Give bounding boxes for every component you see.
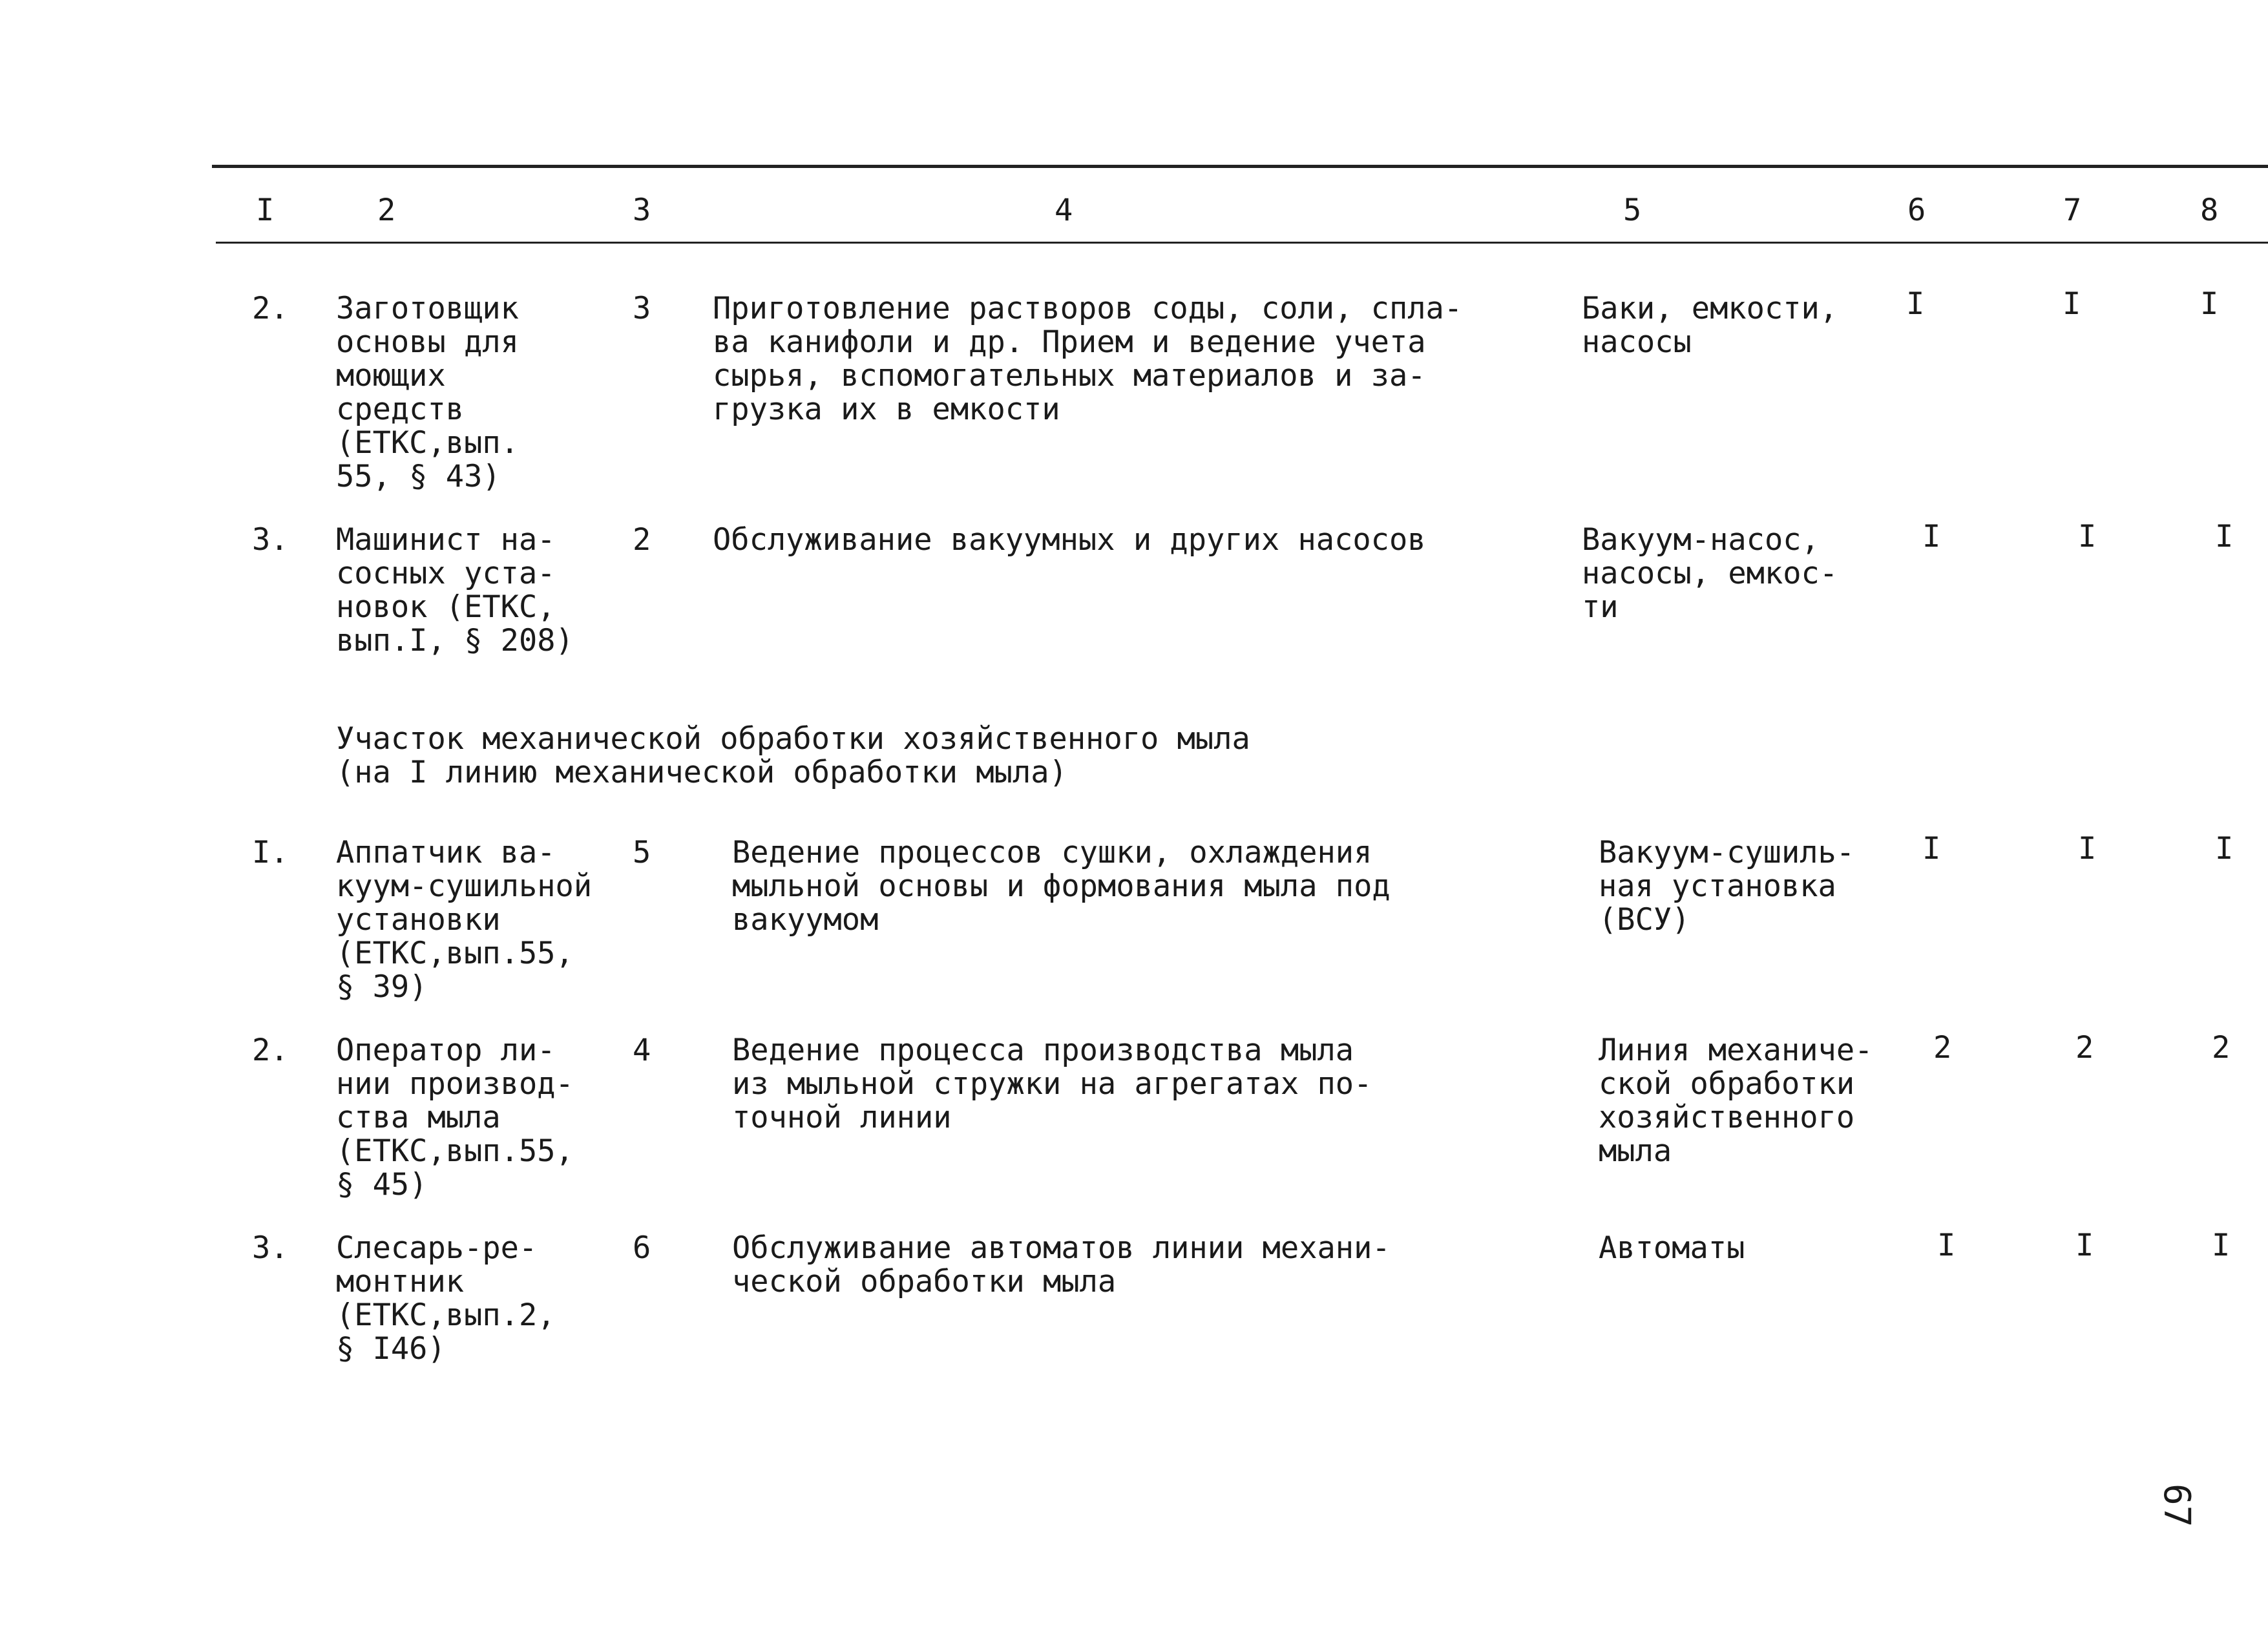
col-7-cell: I (2075, 1228, 2094, 1263)
header-col-1: I (256, 193, 275, 228)
col-7-cell: I (2063, 286, 2081, 322)
row-number: I. (252, 835, 289, 870)
profession-cell: Машинист на- сосных уста- новок (ЕТКС, вып.I, § 208) (336, 522, 574, 658)
header-col-4: 4 (1055, 193, 1073, 228)
equipment-cell: Линия механиче- ской обработки хозяйственного мыла (1599, 1033, 1873, 1169)
col-7-cell: I (2078, 831, 2097, 867)
grade-cell: 2 (633, 522, 651, 558)
profession-cell: Аппатчик ва- куум-сушильной установки (ЕТКС,вып.55, § 39) (336, 835, 593, 1005)
grade-cell: 6 (633, 1230, 651, 1266)
col-6-cell: I (1906, 286, 1925, 322)
work-description-cell: Обслуживание вакуумных и других насосов (713, 522, 1426, 558)
col-7-cell: 2 (2075, 1030, 2094, 1066)
col-8-cell: I (2212, 1228, 2231, 1263)
col-8-cell: I (2200, 286, 2219, 322)
row-number: 3. (252, 522, 289, 558)
col-8-cell: 2 (2212, 1030, 2231, 1066)
section-title: Участок механической обработки хозяйственного мыла (на I линию механической обработки мыла) (336, 721, 1250, 790)
header-col-5: 5 (1623, 193, 1642, 228)
work-description-cell: Обслуживание автоматов линии механи- ческой обработки мыла (732, 1230, 1391, 1299)
col-7-cell: I (2078, 519, 2097, 554)
equipment-cell: Автоматы (1599, 1230, 1745, 1266)
work-description-cell: Ведение процесса производства мыла из мыльной стружки на агрегатах по- точной линии (732, 1033, 1372, 1135)
row-number: 3. (252, 1230, 289, 1266)
table-top-rule (212, 165, 2268, 168)
col-6-cell: I (1922, 831, 1941, 867)
header-col-7: 7 (2063, 193, 2082, 228)
grade-cell: 3 (633, 291, 651, 326)
col-6-cell: I (1922, 519, 1941, 554)
col-8-cell: I (2215, 831, 2234, 867)
col-6-cell: 2 (1933, 1030, 1952, 1066)
header-bottom-rule (216, 242, 2268, 244)
header-col-8: 8 (2200, 193, 2219, 228)
col-6-cell: I (1937, 1228, 1956, 1263)
row-number: 2. (252, 1033, 289, 1068)
grade-cell: 5 (633, 835, 651, 870)
equipment-cell: Вакуум-сушиль- ная установка (ВСУ) (1599, 835, 1855, 938)
equipment-cell: Баки, емкости, насосы (1582, 291, 1838, 360)
grade-cell: 4 (633, 1033, 651, 1068)
row-number: 2. (252, 291, 289, 326)
header-col-3: 3 (633, 193, 651, 228)
header-col-2: 2 (377, 193, 396, 228)
profession-cell: Заготовщик основы для моющих средств (ЕТКС,вып. 55, § 43) (336, 291, 519, 494)
equipment-cell: Вакуум-насос, насосы, емкос- ти (1582, 522, 1838, 625)
profession-cell: Оператор ли- нии производ- ства мыла (ЕТКС,вып.55, § 45) (336, 1033, 574, 1203)
work-description-cell: Ведение процессов сушки, охлаждения мыльной основы и формования мыла под вакуумом (732, 835, 1391, 938)
header-col-6: 6 (1907, 193, 1926, 228)
col-8-cell: I (2215, 519, 2234, 554)
profession-cell: Слесарь-ре- монтник (ЕТКС,вып.2, § I46) (336, 1230, 556, 1367)
page-number: 67 (2156, 1484, 2198, 1528)
work-description-cell: Приготовление растворов соды, соли, спла- ва канифоли и др. Прием и ведение учета сырья, вспомогательных материалов и за- грузка их в емкости (713, 291, 1463, 427)
